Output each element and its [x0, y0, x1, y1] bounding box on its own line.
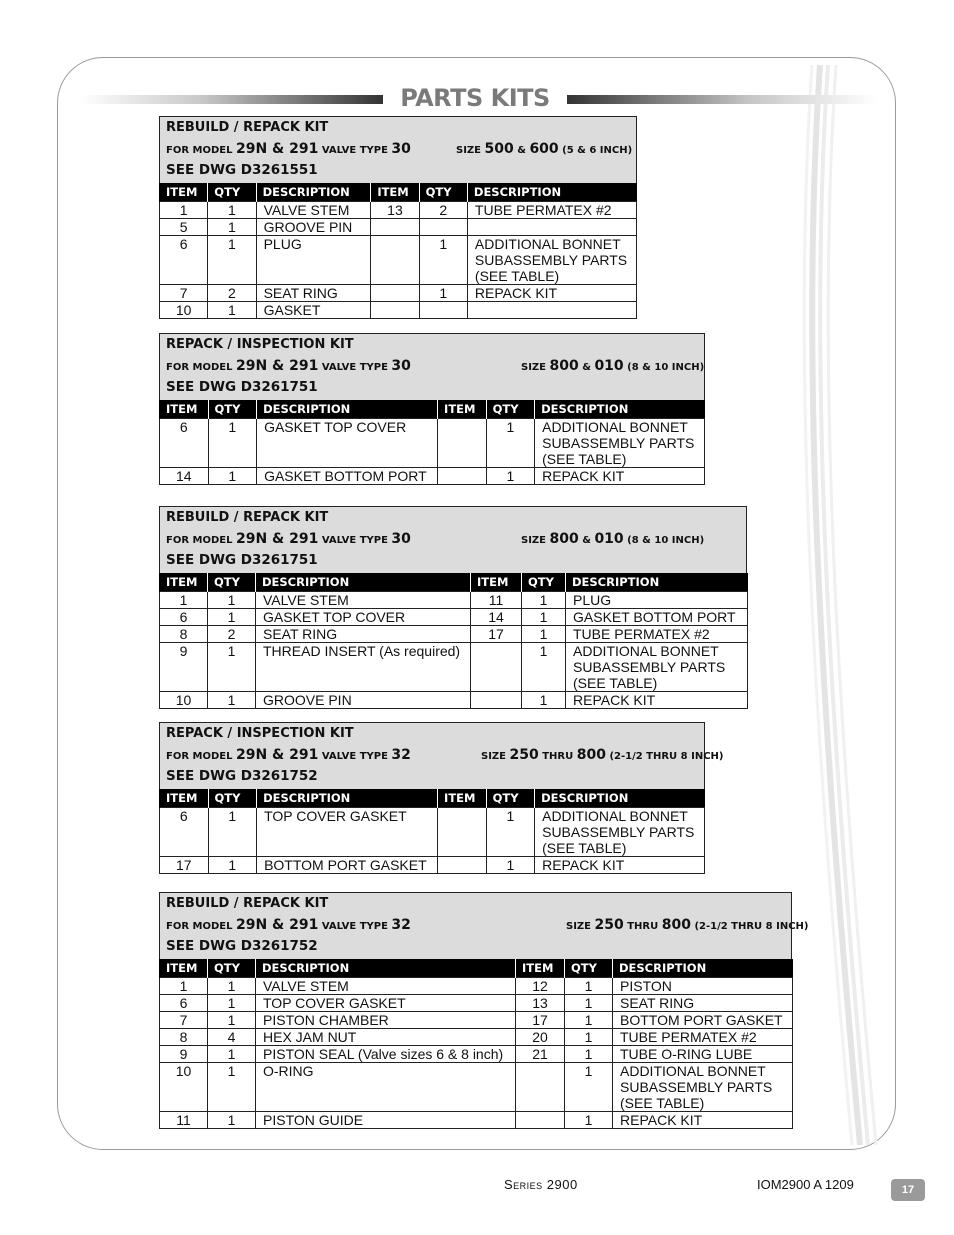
description-cell: TUBE PERMATEX #2: [467, 202, 636, 219]
column-header: ITEM: [160, 959, 208, 978]
item-number-cell: 6: [160, 609, 208, 626]
item-number-cell: 7: [160, 1012, 208, 1029]
item-number-cell: 1: [160, 202, 208, 219]
item-number-cell: [438, 808, 487, 857]
kit-table: [159, 892, 809, 1129]
qty-cell: 1: [208, 609, 256, 626]
qty-cell: 1: [486, 857, 535, 874]
kit-title: REBUILD / REPACK KIT: [166, 896, 329, 911]
column-header: DESCRIPTION: [535, 789, 705, 808]
item-number-cell: 8: [160, 626, 208, 643]
description-cell: BOTTOM PORT GASKET: [257, 857, 438, 874]
kit-drawing-ref: SEE DWG D3261551: [166, 162, 318, 178]
item-number-cell: [371, 302, 419, 319]
description-cell: GASKET TOP COVER: [257, 419, 438, 468]
column-header: DESCRIPTION: [256, 959, 516, 978]
footer-series: Series 2900: [504, 1177, 578, 1192]
column-header: DESCRIPTION: [467, 183, 636, 202]
item-number-cell: 13: [371, 202, 419, 219]
description-cell: GASKET: [256, 302, 371, 319]
kit-size: SIZE 250 THRU 800 (2-1/2 THRU 8 INCH): [566, 917, 809, 933]
qty-cell: 1: [486, 808, 535, 857]
kit-header: [159, 892, 809, 959]
table-row: [160, 219, 637, 236]
qty-cell: 1: [208, 468, 257, 485]
item-number-cell: [371, 219, 419, 236]
item-number-cell: 8: [160, 1029, 208, 1046]
description-cell: PLUG: [566, 592, 748, 609]
table-row: [160, 592, 748, 609]
table-row: [160, 978, 793, 995]
column-header: DESCRIPTION: [566, 573, 748, 592]
qty-cell: 1: [522, 626, 566, 643]
item-number-cell: 6: [160, 236, 208, 285]
kit-table: [159, 116, 637, 319]
column-header: DESCRIPTION: [256, 183, 371, 202]
qty-cell: 1: [208, 643, 256, 692]
footer-doc-number: IOM2900 A 1209: [757, 1177, 854, 1192]
title-bar-left: [80, 95, 383, 104]
page-title: PARTS KITS: [400, 84, 550, 112]
table-header-row: [160, 959, 793, 978]
column-header: QTY: [486, 789, 535, 808]
column-header: ITEM: [160, 789, 209, 808]
table-row: [160, 202, 637, 219]
table-row: [160, 419, 705, 468]
item-number-cell: [471, 643, 522, 692]
item-number-cell: 10: [160, 692, 208, 709]
page-number-badge: 17: [891, 1179, 925, 1201]
description-cell: TOP COVER GASKET: [257, 808, 438, 857]
qty-cell: 4: [208, 1029, 256, 1046]
description-cell: VALVE STEM: [256, 202, 371, 219]
description-cell: GROOVE PIN: [256, 219, 371, 236]
description-cell: VALVE STEM: [256, 978, 516, 995]
description-cell: [467, 219, 636, 236]
qty-cell: 1: [565, 1063, 613, 1112]
qty-cell: 1: [522, 643, 566, 692]
table-row: [160, 626, 748, 643]
description-cell: VALVE STEM: [256, 592, 471, 609]
item-number-cell: 9: [160, 1046, 208, 1063]
qty-cell: 1: [522, 592, 566, 609]
kit-drawing-ref: SEE DWG D3261751: [166, 552, 318, 568]
column-header: QTY: [208, 789, 257, 808]
table-row: [160, 1112, 793, 1129]
description-cell: SEAT RING: [256, 626, 471, 643]
item-number-cell: 12: [516, 978, 565, 995]
column-header: DESCRIPTION: [535, 400, 705, 419]
item-number-cell: [471, 692, 522, 709]
qty-cell: 1: [565, 1046, 613, 1063]
kit-title: REPACK / INSPECTION KIT: [166, 726, 354, 741]
parts-table: [159, 789, 705, 874]
description-cell: GASKET BOTTOM PORT: [566, 609, 748, 626]
column-header: ITEM: [438, 400, 487, 419]
kit-model: FOR MODEL 29N & 291 VALVE TYPE 30: [166, 141, 411, 157]
table-row: [160, 1012, 793, 1029]
description-cell: TOP COVER GASKET: [256, 995, 516, 1012]
description-cell: REPACK KIT: [467, 285, 636, 302]
kit-table: [159, 506, 747, 709]
item-number-cell: 17: [471, 626, 522, 643]
table-header-row: [160, 400, 705, 419]
column-header: ITEM: [516, 959, 565, 978]
qty-cell: 1: [208, 692, 256, 709]
description-cell: REPACK KIT: [566, 692, 748, 709]
qty-cell: 1: [522, 692, 566, 709]
kit-title: REPACK / INSPECTION KIT: [166, 337, 354, 352]
parts-table: [159, 183, 637, 319]
description-cell: ADDITIONAL BONNET SUBASSEMBLY PARTS (SEE TABLE): [613, 1063, 793, 1112]
qty-cell: 1: [208, 1012, 256, 1029]
kit-header: [159, 333, 705, 400]
description-cell: ADDITIONAL BONNET SUBASSEMBLY PARTS (SEE TABLE): [535, 808, 705, 857]
item-number-cell: 17: [160, 857, 209, 874]
item-number-cell: [516, 1112, 565, 1129]
description-cell: REPACK KIT: [535, 857, 705, 874]
item-number-cell: 14: [471, 609, 522, 626]
description-cell: REPACK KIT: [535, 468, 705, 485]
kit-model: FOR MODEL 29N & 291 VALVE TYPE 30: [166, 531, 411, 547]
kit-drawing-ref: SEE DWG D3261752: [166, 938, 318, 954]
column-header: ITEM: [160, 183, 208, 202]
column-header: QTY: [419, 183, 467, 202]
item-number-cell: 6: [160, 419, 209, 468]
column-header: DESCRIPTION: [256, 573, 471, 592]
column-header: QTY: [208, 400, 257, 419]
qty-cell: 1: [486, 419, 535, 468]
kit-header: [159, 116, 637, 183]
qty-cell: 1: [522, 609, 566, 626]
column-header: QTY: [522, 573, 566, 592]
kit-size: SIZE 500 & 600 (5 & 6 INCH): [456, 141, 633, 157]
column-header: ITEM: [371, 183, 419, 202]
item-number-cell: 14: [160, 468, 209, 485]
qty-cell: 1: [208, 1063, 256, 1112]
parts-table: [159, 573, 748, 709]
description-cell: [467, 302, 636, 319]
description-cell: PLUG: [256, 236, 371, 285]
item-number-cell: 7: [160, 285, 208, 302]
table-row: [160, 995, 793, 1012]
qty-cell: 2: [208, 626, 256, 643]
qty-cell: 1: [208, 995, 256, 1012]
kit-header: [159, 722, 724, 789]
table-row: [160, 1046, 793, 1063]
qty-cell: 1: [208, 302, 256, 319]
qty-cell: 1: [208, 857, 257, 874]
description-cell: PISTON SEAL (Valve sizes 6 & 8 inch): [256, 1046, 516, 1063]
table-row: [160, 808, 705, 857]
table-row: [160, 643, 748, 692]
description-cell: THREAD INSERT (As required): [256, 643, 471, 692]
column-header: ITEM: [471, 573, 522, 592]
description-cell: PISTON: [613, 978, 793, 995]
column-header: ITEM: [160, 400, 209, 419]
qty-cell: 1: [208, 236, 256, 285]
title-bar-right: [567, 95, 877, 104]
item-number-cell: [371, 236, 419, 285]
table-row: [160, 1029, 793, 1046]
qty-cell: 1: [565, 978, 613, 995]
description-cell: SEAT RING: [256, 285, 371, 302]
qty-cell: 1: [565, 1112, 613, 1129]
column-header: DESCRIPTION: [257, 400, 438, 419]
kit-title: REBUILD / REPACK KIT: [166, 510, 329, 525]
qty-cell: 1: [419, 236, 467, 285]
description-cell: ADDITIONAL BONNET SUBASSEMBLY PARTS (SEE TABLE): [535, 419, 705, 468]
qty-cell: 1: [208, 808, 257, 857]
item-number-cell: 5: [160, 219, 208, 236]
description-cell: GASKET BOTTOM PORT: [257, 468, 438, 485]
item-number-cell: [371, 285, 419, 302]
qty-cell: 1: [208, 1046, 256, 1063]
item-number-cell: 20: [516, 1029, 565, 1046]
qty-cell: 1: [208, 978, 256, 995]
item-number-cell: 6: [160, 995, 208, 1012]
description-cell: ADDITIONAL BONNET SUBASSEMBLY PARTS (SEE TABLE): [566, 643, 748, 692]
column-header: DESCRIPTION: [257, 789, 438, 808]
item-number-cell: 11: [160, 1112, 208, 1129]
item-number-cell: 9: [160, 643, 208, 692]
kit-table: [159, 333, 705, 485]
item-number-cell: 6: [160, 808, 209, 857]
description-cell: ADDITIONAL BONNET SUBASSEMBLY PARTS (SEE TABLE): [467, 236, 636, 285]
kit-title: REBUILD / REPACK KIT: [166, 120, 329, 135]
qty-cell: 1: [565, 1029, 613, 1046]
kit-drawing-ref: SEE DWG D3261751: [166, 379, 318, 395]
kit-header: [159, 506, 747, 573]
kit-model: FOR MODEL 29N & 291 VALVE TYPE 30: [166, 358, 411, 374]
table-row: [160, 692, 748, 709]
qty-cell: 1: [208, 419, 257, 468]
qty-cell: 2: [208, 285, 256, 302]
item-number-cell: 1: [160, 978, 208, 995]
item-number-cell: 13: [516, 995, 565, 1012]
item-number-cell: 10: [160, 1063, 208, 1112]
qty-cell: 2: [419, 202, 467, 219]
table-row: [160, 857, 705, 874]
table-row: [160, 609, 748, 626]
description-cell: REPACK KIT: [613, 1112, 793, 1129]
table-row: [160, 468, 705, 485]
qty-cell: [419, 302, 467, 319]
decorative-swoosh: [790, 60, 900, 1150]
column-header: QTY: [208, 183, 256, 202]
item-number-cell: 17: [516, 1012, 565, 1029]
kit-table: [159, 722, 724, 874]
item-number-cell: [438, 857, 487, 874]
qty-cell: 1: [565, 1012, 613, 1029]
qty-cell: 1: [419, 285, 467, 302]
kit-drawing-ref: SEE DWG D3261752: [166, 768, 318, 784]
column-header: ITEM: [438, 789, 487, 808]
column-header: QTY: [208, 573, 256, 592]
description-cell: TUBE PERMATEX #2: [613, 1029, 793, 1046]
qty-cell: 1: [565, 995, 613, 1012]
table-row: [160, 285, 637, 302]
table-row: [160, 236, 637, 285]
table-header-row: [160, 789, 705, 808]
table-row: [160, 302, 637, 319]
description-cell: SEAT RING: [613, 995, 793, 1012]
item-number-cell: [438, 419, 487, 468]
item-number-cell: 10: [160, 302, 208, 319]
kit-size: SIZE 250 THRU 800 (2-1/2 THRU 8 INCH): [481, 747, 724, 763]
kit-model: FOR MODEL 29N & 291 VALVE TYPE 32: [166, 747, 411, 763]
column-header: QTY: [486, 400, 535, 419]
table-header-row: [160, 573, 748, 592]
description-cell: TUBE PERMATEX #2: [566, 626, 748, 643]
description-cell: PISTON GUIDE: [256, 1112, 516, 1129]
description-cell: BOTTOM PORT GASKET: [613, 1012, 793, 1029]
parts-table: [159, 400, 705, 485]
kit-size: SIZE 800 & 010 (8 & 10 INCH): [521, 531, 705, 547]
description-cell: PISTON CHAMBER: [256, 1012, 516, 1029]
column-header: ITEM: [160, 573, 208, 592]
item-number-cell: 1: [160, 592, 208, 609]
table-row: [160, 1063, 793, 1112]
kit-model: FOR MODEL 29N & 291 VALVE TYPE 32: [166, 917, 411, 933]
kit-size: SIZE 800 & 010 (8 & 10 INCH): [521, 358, 705, 374]
column-header: QTY: [565, 959, 613, 978]
description-cell: GROOVE PIN: [256, 692, 471, 709]
item-number-cell: [516, 1063, 565, 1112]
description-cell: HEX JAM NUT: [256, 1029, 516, 1046]
qty-cell: 1: [208, 219, 256, 236]
table-header-row: [160, 183, 637, 202]
qty-cell: 1: [486, 468, 535, 485]
qty-cell: 1: [208, 1112, 256, 1129]
qty-cell: [419, 219, 467, 236]
description-cell: TUBE O-RING LUBE: [613, 1046, 793, 1063]
item-number-cell: 11: [471, 592, 522, 609]
item-number-cell: 21: [516, 1046, 565, 1063]
description-cell: GASKET TOP COVER: [256, 609, 471, 626]
qty-cell: 1: [208, 592, 256, 609]
qty-cell: 1: [208, 202, 256, 219]
parts-table: [159, 959, 793, 1129]
item-number-cell: [438, 468, 487, 485]
column-header: DESCRIPTION: [613, 959, 793, 978]
description-cell: O-RING: [256, 1063, 516, 1112]
column-header: QTY: [208, 959, 256, 978]
